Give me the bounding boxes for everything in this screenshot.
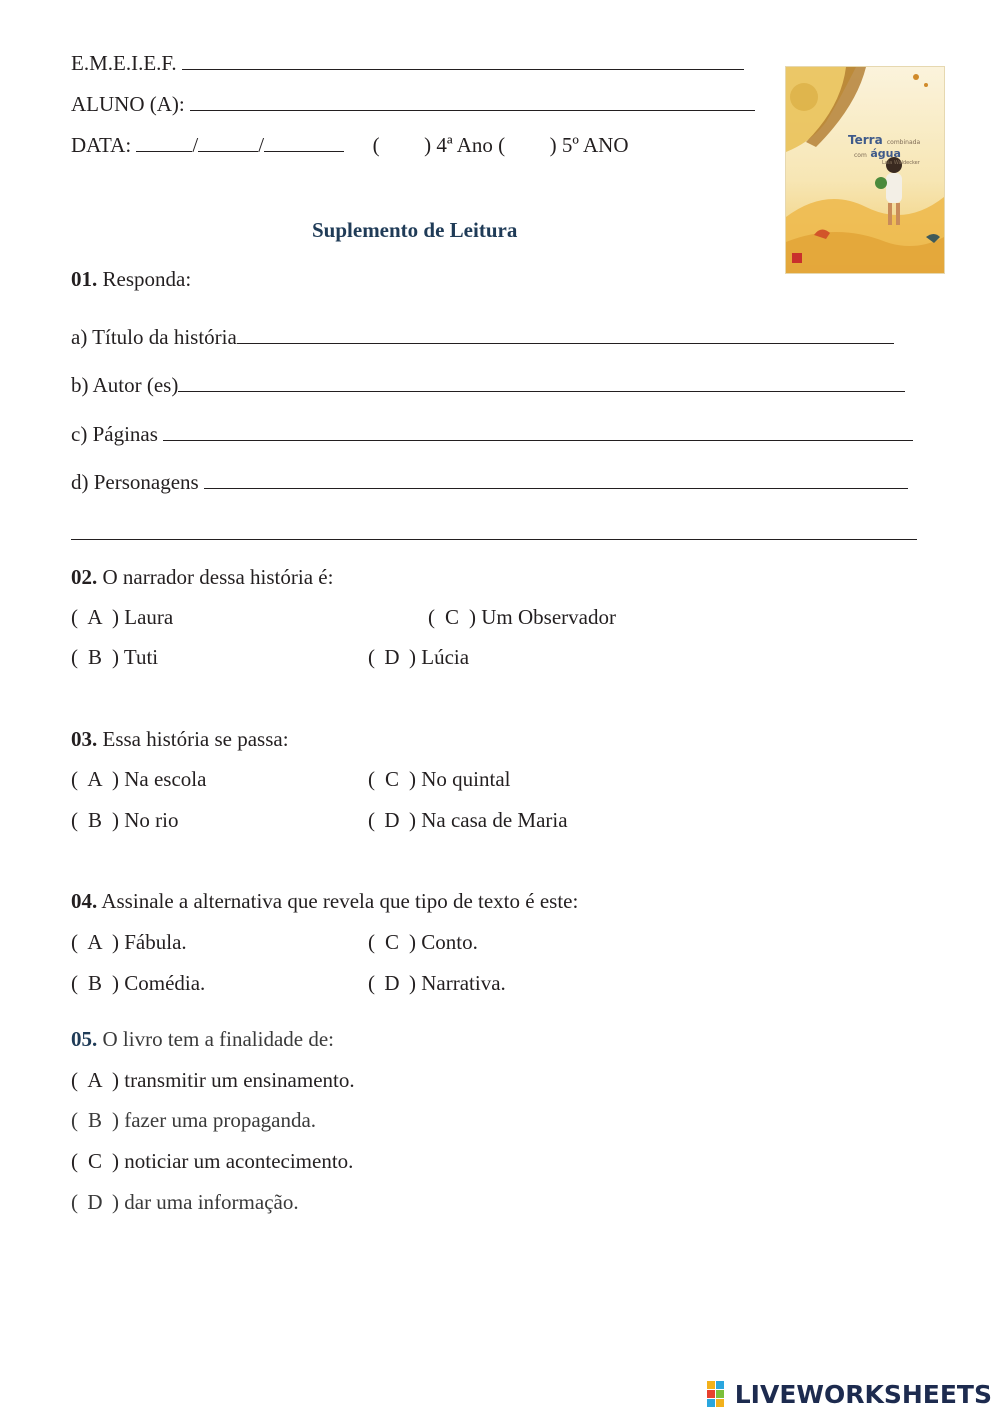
option-text: ) Conto. bbox=[409, 930, 478, 954]
option-letter: C bbox=[87, 1149, 102, 1173]
q4-heading bbox=[71, 888, 578, 914]
option-text: ) Tuti bbox=[112, 645, 159, 669]
option-paren: ( bbox=[428, 605, 435, 629]
option-letter: A bbox=[87, 605, 103, 629]
cover-title-word: Terra bbox=[848, 133, 883, 147]
option-letter: C bbox=[384, 767, 399, 791]
cover-title-word: água bbox=[870, 147, 901, 160]
option-paren: ( bbox=[368, 971, 375, 995]
option-letter: A bbox=[87, 1068, 103, 1092]
student-label: ALUNO (A): bbox=[71, 92, 185, 116]
grade5-label: ) 5º ANO bbox=[549, 133, 629, 157]
option-text: ) transmitir um ensinamento. bbox=[112, 1068, 355, 1092]
q3-heading bbox=[71, 726, 289, 752]
liveworksheets-logo-text: LIVEWORKSHEETS bbox=[734, 1379, 992, 1409]
option-paren: ( bbox=[368, 645, 375, 669]
grade4-label: ) 4ª Ano ( bbox=[424, 133, 506, 157]
q5-option[interactable] bbox=[71, 1067, 355, 1093]
q1-characters-input-line[interactable] bbox=[204, 470, 908, 489]
option-paren: ( bbox=[368, 930, 375, 954]
option-paren: ( bbox=[71, 1108, 78, 1132]
q2-number: 02. bbox=[71, 565, 98, 589]
option-paren: ( bbox=[71, 808, 78, 832]
option-letter: A bbox=[87, 930, 103, 954]
date-month-line[interactable] bbox=[198, 133, 258, 152]
q4-option[interactable] bbox=[368, 929, 478, 955]
q4-option[interactable] bbox=[71, 929, 187, 955]
option-text: ) Lúcia bbox=[409, 645, 470, 669]
q1-heading bbox=[71, 266, 191, 292]
q1-item-title bbox=[71, 324, 894, 350]
option-letter: B bbox=[87, 808, 102, 832]
option-letter: B bbox=[87, 645, 102, 669]
q1-item-label: d) Personagens bbox=[71, 470, 199, 494]
school-field bbox=[71, 50, 744, 76]
date-day-line[interactable] bbox=[136, 133, 192, 152]
option-text: ) Na casa de Maria bbox=[409, 808, 568, 832]
option-letter: C bbox=[384, 930, 399, 954]
option-text: ) No rio bbox=[112, 808, 179, 832]
q4-option[interactable] bbox=[368, 970, 506, 996]
q5-heading bbox=[71, 1026, 334, 1052]
q5-number: 05. bbox=[71, 1027, 98, 1051]
school-input-line[interactable] bbox=[182, 51, 744, 70]
page-title: Suplemento de Leitura bbox=[312, 218, 518, 242]
liveworksheets-logo-icon bbox=[707, 1381, 733, 1407]
option-letter: B bbox=[87, 1108, 102, 1132]
option-letter: D bbox=[384, 971, 400, 995]
option-letter: D bbox=[87, 1190, 103, 1214]
q5-option[interactable] bbox=[71, 1189, 299, 1215]
q2-text: O narrador dessa história é: bbox=[102, 565, 334, 589]
option-text: ) dar uma informação. bbox=[112, 1190, 299, 1214]
student-input-line[interactable] bbox=[190, 92, 755, 111]
option-paren: ( bbox=[71, 1190, 78, 1214]
option-text: ) Fábula. bbox=[112, 930, 187, 954]
q1-item-label: b) Autor (es) bbox=[71, 373, 179, 397]
option-letter: C bbox=[444, 605, 459, 629]
date-label: DATA: bbox=[71, 133, 132, 157]
q5-option[interactable] bbox=[71, 1148, 353, 1174]
q2-option[interactable] bbox=[368, 644, 469, 670]
q1-item-label: a) Título da história bbox=[71, 325, 237, 349]
student-field bbox=[71, 91, 755, 117]
option-text: ) fazer uma propaganda. bbox=[112, 1108, 317, 1132]
q1-title-input-line[interactable] bbox=[237, 325, 894, 344]
q4-text: Assinale a alternativa que revela que tipo de texto é este: bbox=[101, 889, 579, 913]
q3-option[interactable] bbox=[71, 766, 206, 792]
option-paren: ( bbox=[71, 645, 78, 669]
q3-option[interactable] bbox=[368, 766, 510, 792]
cover-title-word: com bbox=[854, 152, 867, 159]
option-paren: ( bbox=[71, 1068, 78, 1092]
option-paren: ( bbox=[368, 808, 375, 832]
option-text: ) No quintal bbox=[409, 767, 511, 791]
q1-item-label: c) Páginas bbox=[71, 422, 158, 446]
q5-option[interactable] bbox=[71, 1107, 316, 1133]
q1-item-characters bbox=[71, 469, 908, 495]
q1-number: 01. bbox=[71, 267, 98, 291]
q4-number: 04. bbox=[71, 889, 98, 913]
option-text: ) Narrativa. bbox=[409, 971, 506, 995]
q2-option[interactable] bbox=[71, 644, 158, 670]
date-year-line[interactable] bbox=[264, 133, 344, 152]
school-label: E.M.E.I.E.F. bbox=[71, 51, 177, 75]
cover-title-word: combinada bbox=[886, 139, 921, 146]
option-paren: ( bbox=[368, 767, 375, 791]
q2-option[interactable] bbox=[71, 604, 173, 630]
q2-heading bbox=[71, 564, 333, 590]
q3-text: Essa história se passa: bbox=[102, 727, 289, 751]
option-paren: ( bbox=[71, 767, 78, 791]
option-text: ) Laura bbox=[112, 605, 174, 629]
option-letter: B bbox=[87, 971, 102, 995]
option-letter: A bbox=[87, 767, 103, 791]
date-separator: / bbox=[192, 133, 199, 157]
q2-option[interactable] bbox=[428, 604, 616, 630]
q5-text: O livro tem a finalidade de: bbox=[102, 1027, 335, 1051]
option-letter: D bbox=[384, 645, 400, 669]
date-separator: / bbox=[258, 133, 265, 157]
q4-option[interactable] bbox=[71, 970, 205, 996]
q1-author-input-line[interactable] bbox=[178, 373, 905, 392]
cover-title-line2 bbox=[854, 147, 901, 160]
q1-characters-extra-line[interactable] bbox=[71, 539, 917, 540]
q1-pages-input-line[interactable] bbox=[163, 422, 913, 441]
q1-text: Responda: bbox=[102, 267, 192, 291]
q1-item-pages bbox=[71, 421, 913, 447]
option-text: ) Um Observador bbox=[469, 605, 616, 629]
book-cover-illustration bbox=[786, 67, 944, 273]
option-paren: ( bbox=[71, 930, 78, 954]
cover-author: Laia Waldecker bbox=[882, 160, 920, 166]
grade-open-paren: ( bbox=[372, 133, 380, 157]
option-paren: ( bbox=[71, 605, 78, 629]
cover-title bbox=[848, 133, 920, 147]
date-field bbox=[71, 132, 628, 158]
liveworksheets-logo[interactable] bbox=[707, 1379, 992, 1409]
option-text: ) noticiar um acontecimento. bbox=[112, 1149, 354, 1173]
option-text: ) Comédia. bbox=[112, 971, 206, 995]
option-text: ) Na escola bbox=[112, 767, 207, 791]
book-cover-image bbox=[785, 66, 945, 274]
q3-number: 03. bbox=[71, 727, 98, 751]
option-paren: ( bbox=[71, 1149, 78, 1173]
q3-option[interactable] bbox=[71, 807, 179, 833]
q3-option[interactable] bbox=[368, 807, 568, 833]
option-paren: ( bbox=[71, 971, 78, 995]
option-letter: D bbox=[384, 808, 400, 832]
q1-item-author bbox=[71, 372, 905, 398]
